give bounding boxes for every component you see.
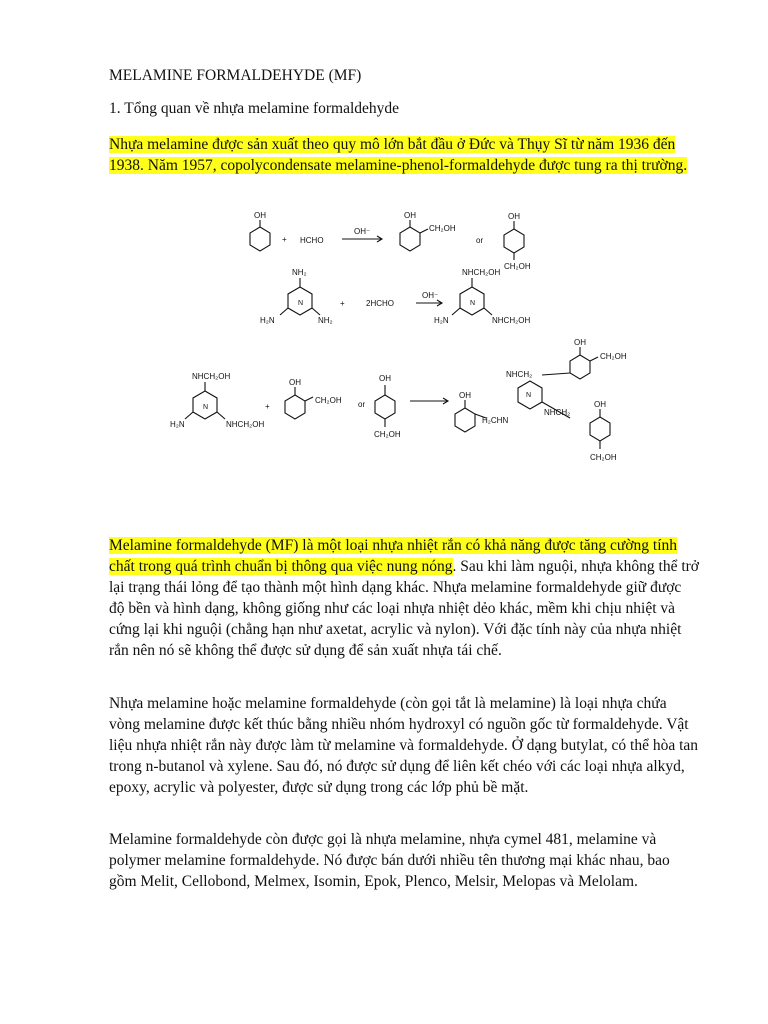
label-plus: + [265,402,270,411]
label-hcho: HCHO [300,236,324,245]
label-catalyst: OH⁻ [354,227,371,236]
paragraph-text: . Sau khi làm nguội, nhựa không thể trở lại trạng thái lỏng để tạo thành một hình dạng khác. Nhựa melamine formaldehyde giữ được độ bền và hình dạng, không giống như các loại nhựa nhiệt dẻo khác, mềm khi chịu nhiệt và cứng lại khi nguội (chẳng hạn như axetat, acrylic và nylon). Với đặc tính này của nhựa nhiệt rắn nên nó sẽ không thể được sử dụng để sản xuất nhựa tái chế. [109,558,700,659]
label-nh2: NH₂ [292,268,307,277]
label-n: N [526,392,532,399]
highlighted-text: Nhựa melamine được sản xuất theo quy mô lớn bắt đầu ở Đức và Thụy Sĩ từ năm 1936 đến 1938. Năm 1957, copolycondensate melamine-phenol-formaldehyde được tung ra thị trường. [109,136,688,174]
label-or: or [476,236,484,245]
label-oh: OH [594,400,606,409]
label-nhch2: NHCH₂ [544,408,571,417]
label-n: N [298,300,304,307]
label-plus: + [282,235,287,244]
product-left-ring [455,408,475,432]
label-plus: + [340,299,345,308]
label-oh: OH [508,212,520,221]
label-oh: OH [254,211,266,220]
reactant-para-ring [375,395,395,419]
label-oh: OH [404,211,416,220]
label-h2n: H₂N [260,316,275,325]
para-methylol-ring [504,229,524,253]
label-oh: OH [289,378,301,387]
product-top-ring [570,355,590,379]
label-nhch2oh: NHCH₂OH [226,420,265,429]
label-nhch2oh: NHCH₂OH [462,268,501,277]
label-catalyst: OH⁻ [422,291,439,300]
paragraph-thermoset [109,535,699,661]
label-ch2oh: CH₂OH [429,224,456,233]
paragraph-history [109,134,699,176]
label-2hcho: 2HCHO [366,299,395,308]
label-ch2oh: CH₂OH [374,430,401,439]
product-bottom-ring [590,417,610,441]
label-h2chn: H₂CHN [482,416,509,425]
label-nhch2oh: NHCH₂OH [492,316,531,325]
reactant-ortho-ring [285,395,305,419]
highlighted-text: Melamine formaldehyde (MF) là một loại nhựa nhiệt rắn có khả năng được tăng cường tính chất trong quá trình chuẩn bị thông qua việc nung nóng [109,537,678,575]
ortho-methylol-ring [400,227,420,251]
label-oh: OH [459,391,471,400]
label-n: N [470,300,476,307]
paragraph-tradenames: Melamine formaldehyde còn được gọi là nhựa melamine, nhựa cymel 481, melamine và polymer melamine formaldehyde. Nó được bán dưới nhiều tên thương mại khác nhau, bao gồm Melit, Cellobond, Melmex, Isomin, Epok, Plenco, Melsir, Melopas và Melolam. [109,831,670,890]
paragraph-structure: Nhựa melamine hoặc melamine formaldehyde (còn gọi tắt là melamine) là loại nhựa chứa vòng melamine được kết thúc bằng nhiều nhóm hydroxyl có nguồn gốc từ formaldehyde. Vật liệu nhựa nhiệt rắn này được làm từ melamine và formaldehyde. Ở dạng butylat, có thể hòa tan trong n-butanol và xylene. Sau đó, nó được sử dụng để liên kết chéo với các loại nhựa alkyd, epoxy, acrylic và polyester, được sử dụng trong các lớp phủ bề mặt. [109,695,699,796]
label-nh2: NH₂ [318,316,333,325]
label-ch2oh: CH₂OH [600,352,627,361]
label-ch2oh: CH₂OH [504,262,531,271]
reaction-scheme-diagram [170,205,650,475]
label-nhch2oh: NHCH₂OH [192,372,231,381]
label-n: N [203,404,209,411]
label-oh: OH [574,338,586,347]
label-h2n: H₂N [434,316,449,325]
label-or: or [358,400,366,409]
section-heading: 1. Tổng quan về nhựa melamine formaldehyde [109,100,400,117]
label-ch2oh: CH₂OH [315,396,342,405]
label-h2n: H₂N [170,420,185,429]
label-oh: OH [379,374,391,383]
document-title: MELAMINE FORMALDEHYDE (MF) [109,67,362,84]
phenol-ring [250,227,270,251]
label-ch2oh: CH₂OH [590,453,617,462]
label-nhch2: NHCH₂ [506,370,533,379]
